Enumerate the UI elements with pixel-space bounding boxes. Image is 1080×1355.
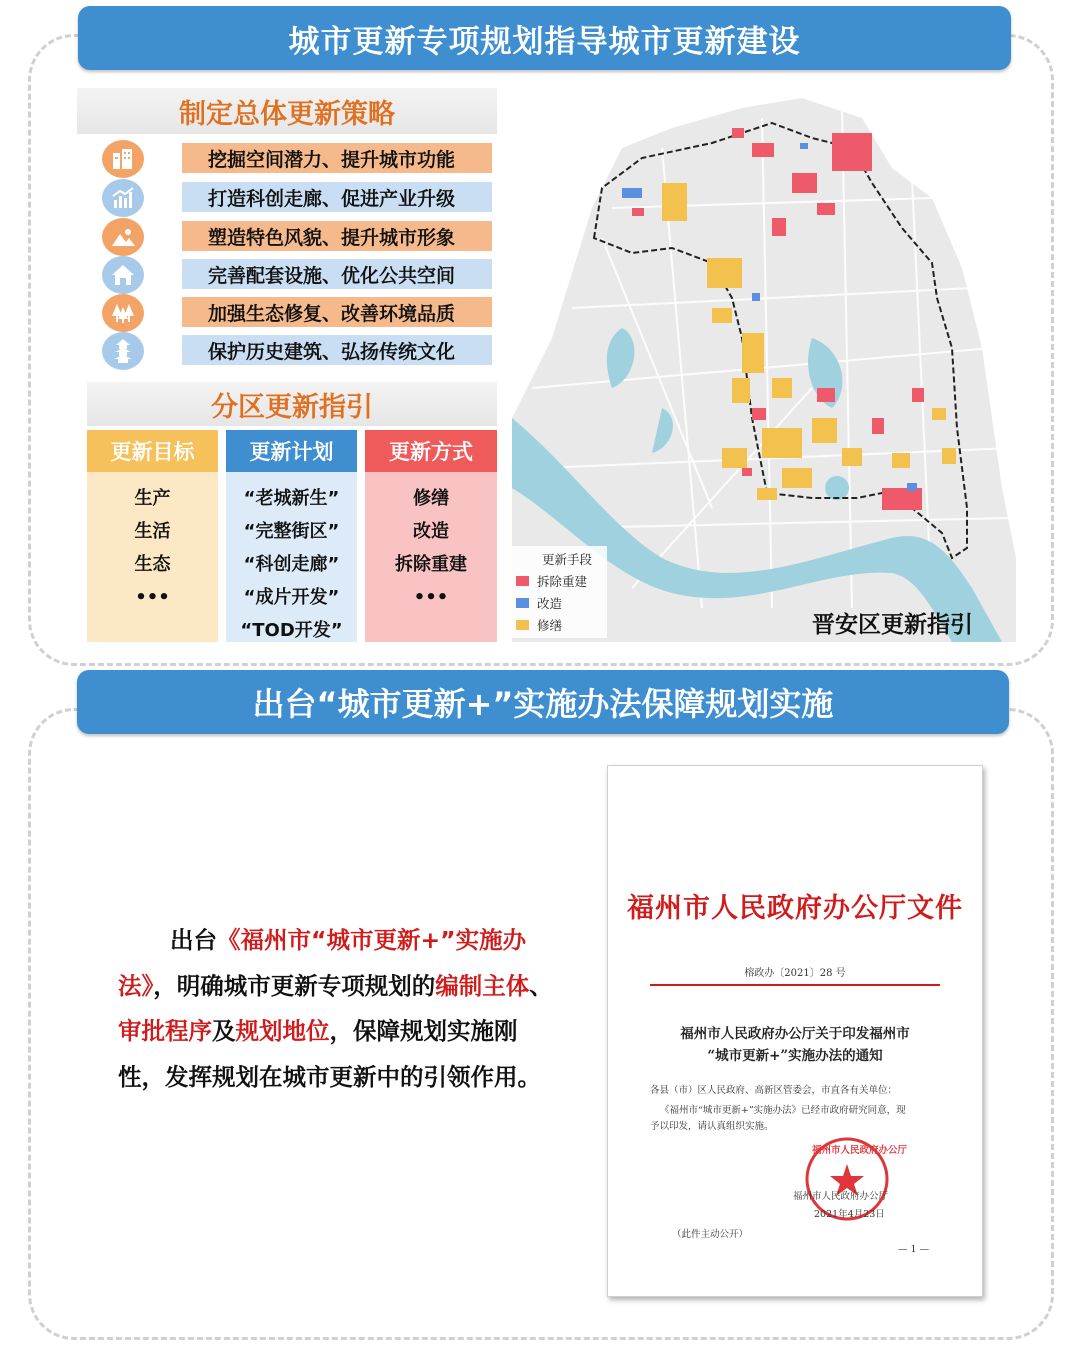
list-item: 生态: [134, 554, 171, 575]
document-body-line1: 《福州市“城市更新+”实施办法》已经市政府研究同意，现: [660, 1105, 906, 1116]
method-header-text: 更新方式: [389, 440, 473, 464]
target-column-body: [87, 472, 218, 642]
list-item: 生活: [134, 521, 171, 542]
legend-label: 修缮: [537, 618, 563, 633]
strategy-item: [182, 143, 492, 173]
document-date: 2021年4月23日: [814, 1209, 885, 1220]
seal-text: 福州市人民政府办公厅: [812, 1145, 908, 1156]
top-banner: [78, 6, 1011, 70]
target-column-header: [87, 430, 218, 472]
document-body-line2: 予以印发，请认真组织实施。: [650, 1121, 774, 1132]
document-number: 榕政办〔2021〕28 号: [744, 968, 846, 979]
strategy-title: [77, 88, 497, 134]
top-banner-title: 城市更新专项规划指导城市更新建设: [288, 23, 801, 60]
bottom-banner-title: 出台“城市更新+”实施办法保障规划实施: [252, 685, 834, 723]
document-disclosure: （此件主动公开）: [672, 1229, 749, 1240]
trees-icon: [102, 294, 144, 332]
pagoda-icon: [102, 332, 144, 370]
document-signature: 福州市人民政府办公厅: [793, 1191, 889, 1202]
landscape-icon: [102, 218, 144, 256]
strategy-item-label: 挖掘空间潜力、提升城市功能: [208, 148, 456, 171]
list-item: “TOD开发”: [240, 620, 343, 641]
list-item: 修缮: [413, 488, 449, 509]
para-red-text: 编制主体: [435, 971, 530, 1000]
para-red-text: 审批程序: [118, 1017, 212, 1045]
plan-header-text: 更新计划: [249, 440, 334, 464]
strategy-item: [182, 297, 492, 327]
legend-title: 更新手段: [542, 552, 593, 567]
zoning-title-text: 分区更新指引: [211, 391, 373, 423]
list-item: “老城新生”: [243, 488, 340, 509]
document-header: 福州市人民政府办公厅文件: [627, 893, 963, 924]
document-title-line2: “城市更新+”实施办法的通知: [707, 1048, 883, 1064]
list-item: 拆除重建: [395, 554, 467, 575]
list-item: 改造: [413, 521, 449, 542]
plan-column-header: [226, 430, 357, 472]
para-red-text: 规划地位: [235, 1017, 330, 1045]
legend-label: 拆除重建: [537, 574, 588, 589]
strategy-item: [182, 259, 492, 289]
para-red-text: 《福州市“城市更新+”实施办法》: [118, 926, 527, 1000]
para-text: 出台: [170, 926, 217, 954]
para-text: ，保障规划实施刚性，发挥规划在城市更新中的引领作用。: [118, 1017, 541, 1091]
para-text: 、: [529, 971, 553, 1000]
para-text: 及: [212, 1017, 236, 1045]
legend-item-demolition: [516, 570, 592, 592]
buildings-icon: [102, 140, 144, 178]
house-icon: [102, 256, 144, 294]
plan-column-body: [226, 472, 357, 642]
method-column-header: [365, 430, 497, 472]
legend-item-renovation: [516, 592, 592, 614]
para-text: ，明确城市更新专项规划的: [153, 971, 436, 1000]
list-item: “科创走廊”: [243, 554, 340, 575]
method-column-body: [365, 472, 497, 642]
list-item: •••: [135, 587, 170, 608]
list-item: “成片开发”: [243, 587, 340, 608]
strategy-item-label: 完善配套设施、优化公共空间: [208, 264, 456, 287]
growth-chart-icon: [102, 179, 144, 217]
document-title-line1: 福州市人民政府办公厅关于印发福州市: [680, 1026, 910, 1042]
strategy-title-text: 制定总体更新策略: [179, 98, 395, 130]
document-divider: [650, 984, 940, 986]
map-legend: [516, 550, 592, 636]
map-caption: 晋安区更新指引: [812, 612, 973, 638]
list-item: “完整街区”: [243, 521, 340, 542]
legend-item-repair: [516, 614, 592, 636]
strategy-item-label: 打造科创走廊、促进产业升级: [208, 187, 456, 210]
strategy-item-label: 加强生态修复、改善环境品质: [208, 302, 456, 325]
list-item: 生产: [134, 488, 171, 509]
strategy-item: [182, 182, 492, 212]
zoning-title: [87, 382, 497, 426]
policy-paragraph: [118, 918, 558, 1100]
strategy-item-label: 塑造特色风貌、提升城市形象: [208, 226, 456, 249]
district-map: [512, 88, 1016, 642]
strategy-item: [182, 335, 492, 365]
document-page-number: — 1 —: [898, 1244, 930, 1255]
strategy-item-label: 保护历史建筑、弘扬传统文化: [208, 340, 456, 363]
target-header-text: 更新目标: [110, 440, 195, 464]
legend-label: 改造: [537, 596, 563, 611]
list-item: •••: [413, 587, 449, 608]
bottom-banner: [77, 670, 1009, 734]
government-document: [607, 765, 983, 1297]
document-addressee: 各县（市）区人民政府、高新区管委会，市直各有关单位：: [650, 1085, 898, 1096]
strategy-item: [182, 221, 492, 251]
